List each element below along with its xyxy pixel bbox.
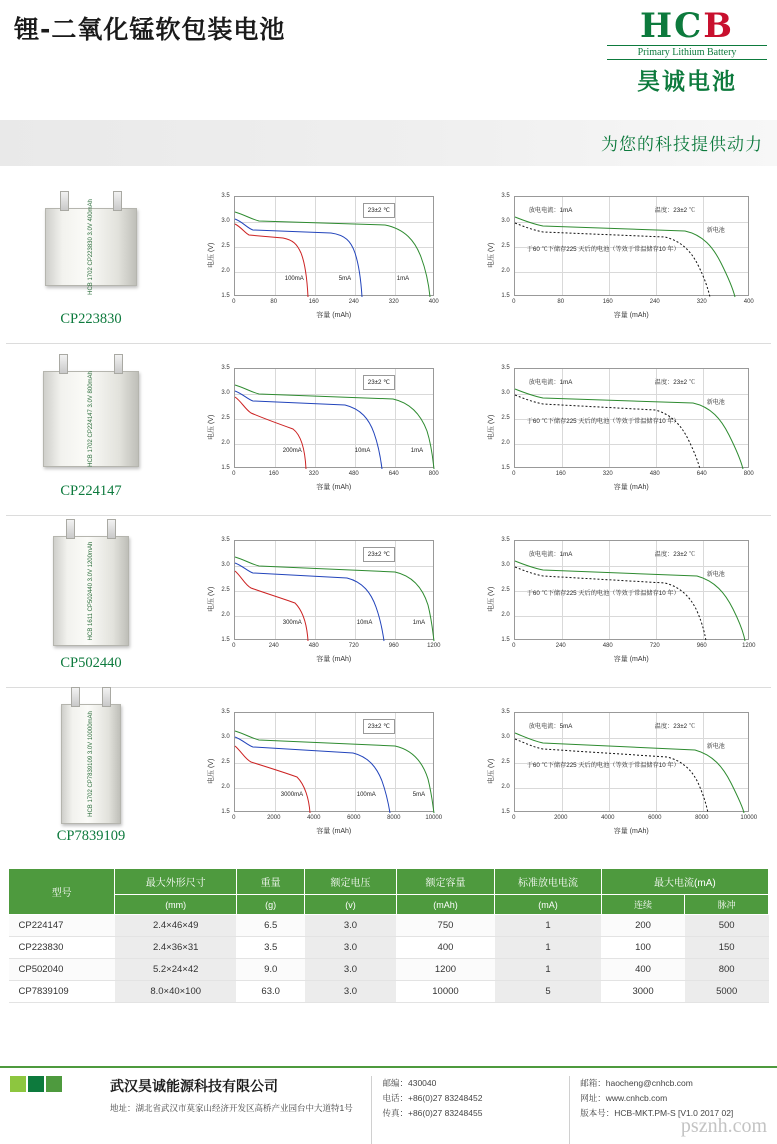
cell-size: 2.4×46×49 — [115, 915, 237, 937]
y-tick: 2.5 — [221, 414, 230, 421]
y-axis-label: 电压 (V) — [207, 414, 215, 440]
slogan-text: 为您的科技提供动力 — [601, 135, 763, 155]
logo-chinese-name: 昊诚电池 — [637, 69, 737, 95]
x-tick: 240 — [268, 642, 279, 649]
cell-std-current: 5 — [495, 981, 601, 1003]
x-tick: 640 — [388, 470, 399, 477]
battery-label-text: HCB 1702 CP224147 3.0V 800mAh — [88, 371, 94, 467]
product-name: CP224147 — [60, 483, 122, 499]
series-label: 5mA — [412, 792, 426, 798]
storage-condition-note: 于60 ℃下储存225 天后的电池（等效于常温储存10 年） — [526, 417, 680, 425]
x-tick: 240 — [348, 298, 359, 305]
discharge-chart-cell — [176, 172, 474, 343]
logo-letter-b: B — [703, 6, 734, 46]
version-value: HCB-MKT.PM-S [V1.0 2017 02] — [614, 1108, 734, 1118]
x-tick: 320 — [602, 470, 613, 477]
discharge-chart-cell — [176, 688, 474, 860]
y-tick: 3.0 — [221, 389, 230, 396]
x-tick: 1200 — [427, 642, 441, 649]
cell-std-current: 1 — [495, 937, 601, 959]
logo-subtitle: Primary Lithium Battery — [607, 45, 767, 60]
col-std-current-unit: (mA) — [495, 895, 601, 915]
storage-chart-cell — [474, 344, 772, 515]
battery-tab-icon — [102, 687, 111, 707]
x-tick: 160 — [268, 470, 279, 477]
x-tick: 320 — [696, 298, 707, 305]
col-voltage-unit: (v) — [305, 895, 396, 915]
x-tick: 0 — [512, 815, 516, 821]
web-line — [580, 1091, 767, 1106]
storage-chart-cell — [474, 516, 772, 687]
x-tick: 160 — [602, 298, 613, 305]
cell-model: CP7839109 — [9, 981, 115, 1003]
logo-square-mid-icon — [46, 1076, 62, 1092]
table-row — [9, 937, 769, 959]
y-axis-label: 电压 (V) — [207, 242, 215, 268]
discharge-curves — [235, 197, 435, 297]
cell-size: 2.4×36×31 — [115, 937, 237, 959]
y-axis-label: 电压 (V) — [487, 242, 495, 268]
storage-chart-cell — [474, 688, 772, 860]
x-tick: 0 — [512, 298, 516, 305]
x-tick: 10000 — [425, 815, 443, 821]
cell-weight: 63.0 — [236, 981, 304, 1003]
y-tick: 3.0 — [501, 389, 510, 396]
table-body — [9, 915, 769, 1003]
product-photo-cell — [6, 688, 176, 860]
x-tick: 6000 — [347, 815, 361, 821]
table-row — [9, 915, 769, 937]
cell-pulse: 500 — [685, 915, 769, 937]
storage-curve-chart — [480, 704, 765, 844]
legend-new-battery: 新电池 — [706, 227, 725, 234]
y-tick: 3.5 — [221, 709, 230, 715]
y-tick: 3.0 — [221, 217, 230, 224]
battery-tab-icon — [59, 354, 68, 374]
battery-photo — [45, 187, 137, 307]
cell-size: 8.0×40×100 — [115, 981, 237, 1003]
slogan-band — [0, 120, 777, 166]
cell-weight: 9.0 — [236, 959, 304, 981]
y-tick: 3.0 — [221, 734, 230, 740]
cell-pulse: 150 — [685, 937, 769, 959]
cell-model: CP224147 — [9, 915, 115, 937]
cell-model: CP502040 — [9, 959, 115, 981]
x-tick: 160 — [308, 298, 319, 305]
discharge-curve-chart — [200, 532, 450, 672]
y-tick: 3.5 — [221, 536, 230, 543]
y-tick: 2.0 — [501, 611, 510, 618]
tel-value: +86(0)27 83248452 — [407, 1093, 483, 1103]
y-tick: 2.0 — [501, 267, 510, 274]
postcode-value: 430040 — [407, 1078, 437, 1088]
x-axis-label: 容量 (mAh) — [613, 655, 649, 663]
chart-condition-note: 23±2 ℃ — [363, 375, 395, 390]
discharge-curve-chart — [200, 188, 450, 328]
x-tick: 800 — [743, 470, 754, 477]
discharge-curves — [235, 369, 435, 469]
company-name: 武汉昊诚能源科技有限公司 — [110, 1079, 278, 1095]
y-tick: 1.5 — [221, 636, 230, 643]
x-tick: 480 — [602, 642, 613, 649]
battery-label-text: HCB 1702 CP223830 3.0V 400mAh — [88, 199, 94, 295]
company-logo — [607, 8, 767, 108]
x-tick: 640 — [696, 470, 707, 477]
battery-photo — [61, 704, 121, 824]
product-row — [6, 172, 771, 344]
legend-new-battery: 新电池 — [706, 571, 725, 578]
logo-letter-c: C — [674, 6, 704, 46]
series-label: 1mA — [412, 619, 426, 626]
fax-value: +86(0)27 83248455 — [407, 1108, 483, 1118]
battery-tab-icon — [71, 687, 80, 707]
col-voltage: 额定电压 — [305, 869, 396, 895]
cell-voltage: 3.0 — [305, 937, 396, 959]
storage-curve-chart — [480, 532, 765, 672]
y-tick: 2.5 — [501, 414, 510, 421]
x-tick: 2000 — [554, 815, 568, 821]
col-continuous: 连续 — [601, 895, 685, 915]
col-model: 型号 — [9, 869, 115, 915]
battery-tab-icon — [113, 191, 122, 211]
storage-curve-chart — [480, 188, 765, 328]
x-tick: 10000 — [740, 815, 758, 821]
x-tick: 480 — [649, 470, 660, 477]
y-tick: 2.0 — [221, 784, 230, 790]
y-tick: 1.5 — [501, 464, 510, 471]
y-tick: 1.5 — [501, 636, 510, 643]
chart-condition-note: 23±2 ℃ — [363, 203, 395, 218]
col-capacity-unit: (mAh) — [396, 895, 495, 915]
col-std-current: 标准放电电流 — [495, 869, 601, 895]
x-tick: 80 — [557, 298, 565, 305]
series-label: 100mA — [356, 792, 376, 798]
storage-condition-note: 于60 ℃下储存225 天后的电池（等效于常温储存10 年） — [526, 245, 680, 253]
y-tick: 2.5 — [501, 242, 510, 249]
y-tick: 3.0 — [501, 217, 510, 224]
series-label: 200mA — [282, 447, 302, 454]
storage-temp-note: 温度：23±2 ℃ — [654, 378, 695, 386]
storage-current-note: 放电电流：1mA — [528, 550, 573, 558]
cell-voltage: 3.0 — [305, 959, 396, 981]
x-tick: 400 — [428, 298, 439, 305]
x-axis-label: 容量 (mAh) — [613, 311, 649, 319]
page-footer — [0, 1066, 777, 1144]
col-pulse: 脉冲 — [685, 895, 769, 915]
col-size: 最大外形尺寸 — [115, 869, 237, 895]
y-axis-label: 电压 (V) — [207, 758, 215, 784]
version-label: 版本号： — [580, 1108, 615, 1118]
series-label: 100mA — [284, 275, 304, 282]
x-axis-label: 容量 (mAh) — [613, 828, 649, 835]
x-tick: 400 — [743, 298, 754, 305]
x-axis-label: 容量 (mAh) — [316, 311, 352, 319]
x-tick: 2000 — [267, 815, 281, 821]
battery-tab-icon — [114, 354, 123, 374]
y-tick: 3.5 — [221, 192, 230, 199]
footer-logo — [10, 1076, 110, 1144]
chart-condition-note: 23±2 ℃ — [363, 719, 395, 734]
y-axis-label: 电压 (V) — [207, 586, 215, 612]
x-tick: 800 — [428, 470, 439, 477]
series-label: 10mA — [354, 447, 371, 454]
battery-label-text: HCB 1702 CP7839109 3.0V 10000mAh — [88, 710, 94, 817]
cell-capacity: 400 — [396, 937, 495, 959]
logo-square-light-icon — [10, 1076, 26, 1092]
legend-new-battery: 新电池 — [706, 744, 725, 750]
y-tick: 3.5 — [501, 364, 510, 371]
storage-current-note: 放电电流：5mA — [528, 723, 573, 730]
cell-pulse: 800 — [685, 959, 769, 981]
legend-new-battery: 新电池 — [706, 399, 725, 406]
battery-tab-icon — [60, 191, 69, 211]
product-name: CP223830 — [60, 311, 122, 327]
cell-capacity: 750 — [396, 915, 495, 937]
product-row — [6, 344, 771, 516]
battery-photo — [43, 359, 139, 479]
discharge-curves — [235, 541, 435, 641]
storage-chart-cell — [474, 172, 772, 343]
y-tick: 2.0 — [221, 267, 230, 274]
storage-current-note: 放电电流：1mA — [528, 378, 573, 386]
cell-weight: 6.5 — [236, 915, 304, 937]
cell-voltage: 3.0 — [305, 915, 396, 937]
cell-std-current: 1 — [495, 915, 601, 937]
y-tick: 2.5 — [221, 586, 230, 593]
x-axis-label: 容量 (mAh) — [613, 483, 649, 491]
cell-capacity: 1200 — [396, 959, 495, 981]
x-tick: 0 — [512, 470, 516, 477]
y-axis-label: 电压 (V) — [487, 414, 495, 440]
discharge-chart-cell — [176, 516, 474, 687]
cell-continuous: 3000 — [601, 981, 685, 1003]
x-axis-label: 容量 (mAh) — [316, 828, 352, 835]
table-header — [9, 869, 769, 915]
y-tick: 3.0 — [501, 734, 510, 740]
web-value[interactable]: www.cnhcb.com — [605, 1093, 668, 1103]
y-tick: 2.0 — [501, 439, 510, 446]
x-tick: 960 — [696, 642, 707, 649]
cell-std-current: 1 — [495, 959, 601, 981]
storage-temp-note: 温度：23±2 ℃ — [654, 550, 695, 558]
x-tick: 480 — [308, 642, 319, 649]
y-tick: 1.5 — [501, 809, 510, 815]
cell-continuous: 100 — [601, 937, 685, 959]
x-tick: 4000 — [601, 815, 615, 821]
battery-label-text: HCB 1611 CP502440 3.0V 1200mAh — [88, 541, 94, 641]
web-label: 网址： — [580, 1093, 606, 1103]
storage-temp-note: 温度：23±2 ℃ — [654, 206, 695, 214]
email-value[interactable]: haocheng@cnhcb.com — [605, 1078, 693, 1088]
product-photo-cell — [6, 344, 176, 515]
x-tick: 1200 — [742, 642, 756, 649]
storage-current-note: 放电电流：1mA — [528, 206, 573, 214]
product-photo-cell — [6, 516, 176, 687]
watermark-text: psznh.com — [680, 1115, 767, 1137]
cell-model: CP223830 — [9, 937, 115, 959]
battery-tab-icon — [107, 519, 116, 539]
page-header — [0, 0, 777, 120]
product-row — [6, 688, 771, 860]
email-line — [580, 1076, 767, 1091]
discharge-curves — [235, 713, 435, 813]
col-max-current: 最大电流(mA) — [601, 869, 768, 895]
x-tick: 4000 — [307, 815, 321, 821]
x-tick: 480 — [348, 470, 359, 477]
x-tick: 8000 — [695, 815, 709, 821]
cell-size: 5.2×24×42 — [115, 959, 237, 981]
x-tick: 240 — [555, 642, 566, 649]
cell-continuous: 200 — [601, 915, 685, 937]
y-axis-label: 电压 (V) — [487, 758, 495, 784]
x-tick: 0 — [512, 642, 516, 649]
footer-company-block — [110, 1076, 371, 1144]
y-tick: 1.5 — [221, 464, 230, 471]
y-tick: 1.5 — [221, 809, 230, 815]
series-label: 1mA — [396, 275, 410, 282]
product-name: CP7839109 — [56, 827, 126, 844]
page-title: 锂-二氧化锰软包装电池 — [14, 15, 286, 44]
product-photo-cell — [6, 172, 176, 343]
x-tick: 160 — [555, 470, 566, 477]
footer-contact-col-1 — [371, 1076, 569, 1144]
y-tick: 2.5 — [501, 586, 510, 593]
logo-square-dark-icon — [28, 1076, 44, 1092]
cell-continuous: 400 — [601, 959, 685, 981]
x-tick: 0 — [232, 298, 236, 305]
y-tick: 2.5 — [221, 242, 230, 249]
product-row — [6, 516, 771, 688]
y-axis-label: 电压 (V) — [487, 586, 495, 612]
y-tick: 2.5 — [221, 759, 230, 765]
postcode-label: 邮编： — [382, 1078, 408, 1088]
postcode-line — [382, 1076, 569, 1091]
col-size-unit: (mm) — [115, 895, 237, 915]
fax-line — [382, 1106, 569, 1121]
series-label: 300mA — [282, 619, 302, 626]
discharge-chart-cell — [176, 344, 474, 515]
series-label: 10mA — [356, 619, 373, 626]
y-tick: 3.5 — [221, 364, 230, 371]
series-label: 3000mA — [280, 792, 304, 798]
company-address: 地址：湖北省武汉市莫家山经济开发区高桥产业园台中大道特1号 — [110, 1103, 353, 1113]
series-label: 1mA — [410, 447, 424, 454]
x-tick: 720 — [649, 642, 660, 649]
product-rows — [0, 166, 777, 860]
y-tick: 3.0 — [501, 561, 510, 568]
logo-wordmark — [607, 8, 767, 44]
y-tick: 2.0 — [501, 784, 510, 790]
y-tick: 2.0 — [221, 439, 230, 446]
y-tick: 3.5 — [501, 536, 510, 543]
x-tick: 0 — [232, 642, 236, 649]
col-weight: 重量 — [236, 869, 304, 895]
y-tick: 2.5 — [501, 759, 510, 765]
x-tick: 8000 — [387, 815, 401, 821]
email-label: 邮箱： — [580, 1078, 606, 1088]
storage-temp-note: 温度：23±2 ℃ — [654, 723, 695, 730]
y-tick: 1.5 — [501, 292, 510, 299]
tel-label: 电话： — [382, 1093, 408, 1103]
y-tick: 3.0 — [221, 561, 230, 568]
x-tick: 320 — [388, 298, 399, 305]
y-tick: 3.5 — [501, 192, 510, 199]
battery-photo — [53, 531, 129, 651]
x-tick: 960 — [388, 642, 399, 649]
chart-condition-note: 23±2 ℃ — [363, 547, 395, 562]
x-axis-label: 容量 (mAh) — [316, 483, 352, 491]
y-tick: 3.5 — [501, 709, 510, 715]
discharge-curve-chart — [200, 360, 450, 500]
x-tick: 0 — [232, 470, 236, 477]
x-tick: 80 — [270, 298, 278, 305]
fax-label: 传真： — [382, 1108, 408, 1118]
specifications-table — [8, 868, 769, 1003]
cell-pulse: 5000 — [685, 981, 769, 1003]
x-tick: 720 — [348, 642, 359, 649]
cell-capacity: 10000 — [396, 981, 495, 1003]
table-row — [9, 959, 769, 981]
battery-tab-icon — [66, 519, 75, 539]
storage-condition-note: 于60 ℃下储存225 天后的电池（等效于常温储存10 年） — [526, 762, 680, 769]
x-axis-label: 容量 (mAh) — [316, 655, 352, 663]
x-tick: 6000 — [648, 815, 662, 821]
col-weight-unit: (g) — [236, 895, 304, 915]
storage-condition-note: 于60 ℃下储存225 天后的电池（等效于常温储存10 年） — [526, 589, 680, 597]
series-label: 5mA — [338, 275, 352, 282]
discharge-curve-chart — [200, 704, 450, 844]
logo-letter-h: H — [640, 6, 675, 46]
y-tick: 1.5 — [221, 292, 230, 299]
x-tick: 0 — [232, 815, 236, 821]
x-tick: 240 — [649, 298, 660, 305]
x-tick: 320 — [308, 470, 319, 477]
storage-curve-chart — [480, 360, 765, 500]
cell-weight: 3.5 — [236, 937, 304, 959]
product-name: CP502440 — [60, 655, 122, 671]
col-capacity: 额定容量 — [396, 869, 495, 895]
cell-voltage: 3.0 — [305, 981, 396, 1003]
y-tick: 2.0 — [221, 611, 230, 618]
table-row — [9, 981, 769, 1003]
tel-line — [382, 1091, 569, 1106]
